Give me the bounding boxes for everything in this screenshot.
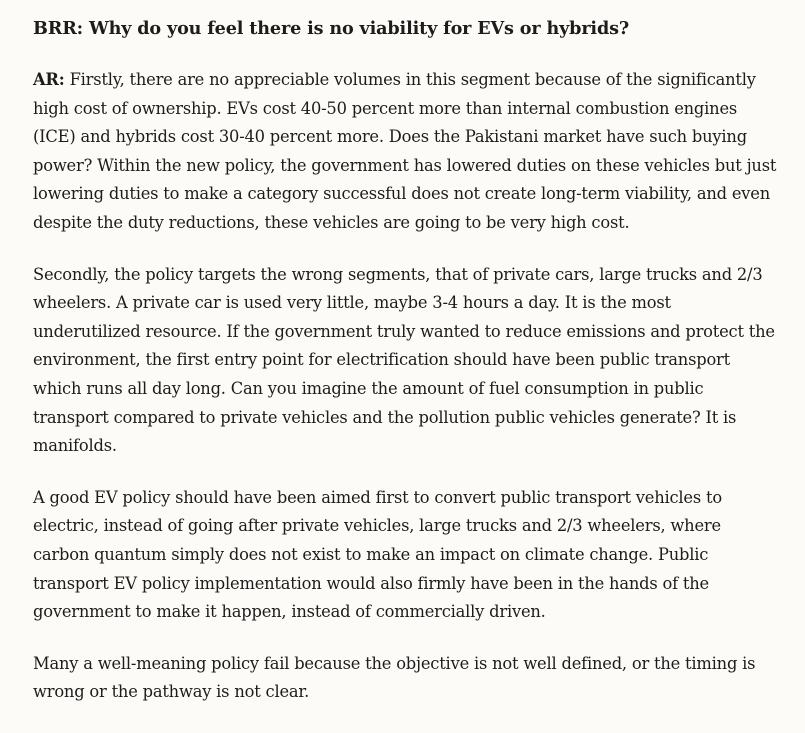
answer-paragraph-4: Many a well-meaning policy fail because the objective is not well defined, or the timing is wrong or the pathway is not clear.: [33, 653, 756, 702]
interview-question: BRR: Why do you feel there is no viability for EVs or hybrids?: [33, 18, 630, 39]
answer-paragraph-3: A good EV policy should have been aimed first to convert public transport vehicles to electric, instead of going after private vehicles, large trucks and 2/3 wheelers, where carbon quantum simply does not exist to make an impact on climate change. Public transport EV policy implementation would also firmly have been in the hands of the government to make it happen, instead of commercially driven.: [33, 487, 722, 622]
answer-speaker: AR:: [33, 70, 65, 89]
answer-paragraph-2: Secondly, the policy targets the wrong segments, that of private cars, large trucks and 2/3 wheelers. A private car is used very little, maybe 3-4 hours a day. It is the most underutilized resource. If the government truly wanted to reduce emissions and protect the environment, the first entry point for electrification should have been public transport which runs all day long. Can you imagine the amount of fuel consumption in public transport compared to private vehicles and the pollution public vehicles generate? It is manifolds.: [33, 264, 775, 456]
answer-paragraph-1: [33, 66, 781, 238]
answer-text-1: Firstly, there are no appreciable volumes in this segment because of the significantly high cost of ownership. EVs cost 40-50 percent more than internal combustion engines (ICE) and hybrids cost 30-40 percent more. Does the Pakistani market have such buying power? Within the new policy, the government has lowered duties on these vehicles but just lowering duties to make a category successful does not create long-term viability, and even despite the duty reductions, these vehicles are going to be very high cost.: [33, 70, 777, 232]
